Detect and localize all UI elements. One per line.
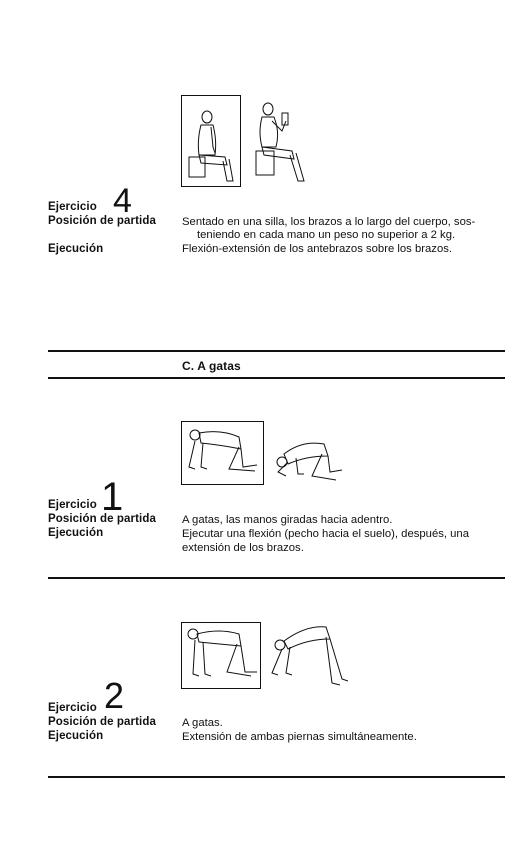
section-title: C. A gatas (182, 359, 241, 373)
exercise-label-4: Ejercicio (48, 201, 97, 213)
exercise-number-2: 2 (104, 675, 125, 716)
execution-text-1-line2: extensión de los brazos. (182, 542, 304, 554)
execution-text-4: Flexión-extensión de los antebrazos sobre los brazos. (182, 243, 453, 255)
section-rule-top (48, 350, 505, 352)
execution-text-1-line1: Ejecutar una flexión (pecho hacia el suelo), después, una (182, 528, 470, 540)
illustration-all-fours-start (181, 622, 261, 689)
illustration-seated-curl (252, 97, 312, 189)
illustration-all-fours-pushup (272, 432, 344, 488)
illustration-all-fours-hands-in (181, 421, 264, 485)
exercise-number-1: 1 (101, 475, 124, 519)
separator-rule-2 (48, 776, 505, 778)
start-position-text-4-line2: teniendo en cada mano un peso no superior a 2 kg. (197, 229, 456, 241)
execution-text-2: Extensión de ambas piernas simultáneamente. (182, 731, 417, 743)
start-position-label-4: Posición de partida (48, 215, 156, 227)
start-position-text-2: A gatas. (182, 717, 223, 729)
execution-label-4: Ejecución (48, 243, 104, 255)
exercise-number-4: 4 (113, 182, 132, 220)
execution-label-2: Ejecución (48, 730, 104, 742)
illustration-legs-extended (266, 621, 350, 691)
separator-rule-1 (48, 577, 505, 579)
start-position-label-2: Posición de partida (48, 716, 156, 728)
start-position-text-4-line1: Sentado en una silla, los brazos a lo largo del cuerpo, sos- (182, 216, 476, 228)
section-rule-bottom (48, 377, 505, 379)
exercise-label-2: Ejercicio (48, 702, 97, 714)
illustration-seated-start (181, 95, 241, 187)
start-position-text-1: A gatas, las manos giradas hacia adentro. (182, 514, 393, 526)
start-position-label-1: Posición de partida (48, 513, 156, 525)
exercise-label-1: Ejercicio (48, 499, 97, 511)
execution-label-1: Ejecución (48, 527, 104, 539)
